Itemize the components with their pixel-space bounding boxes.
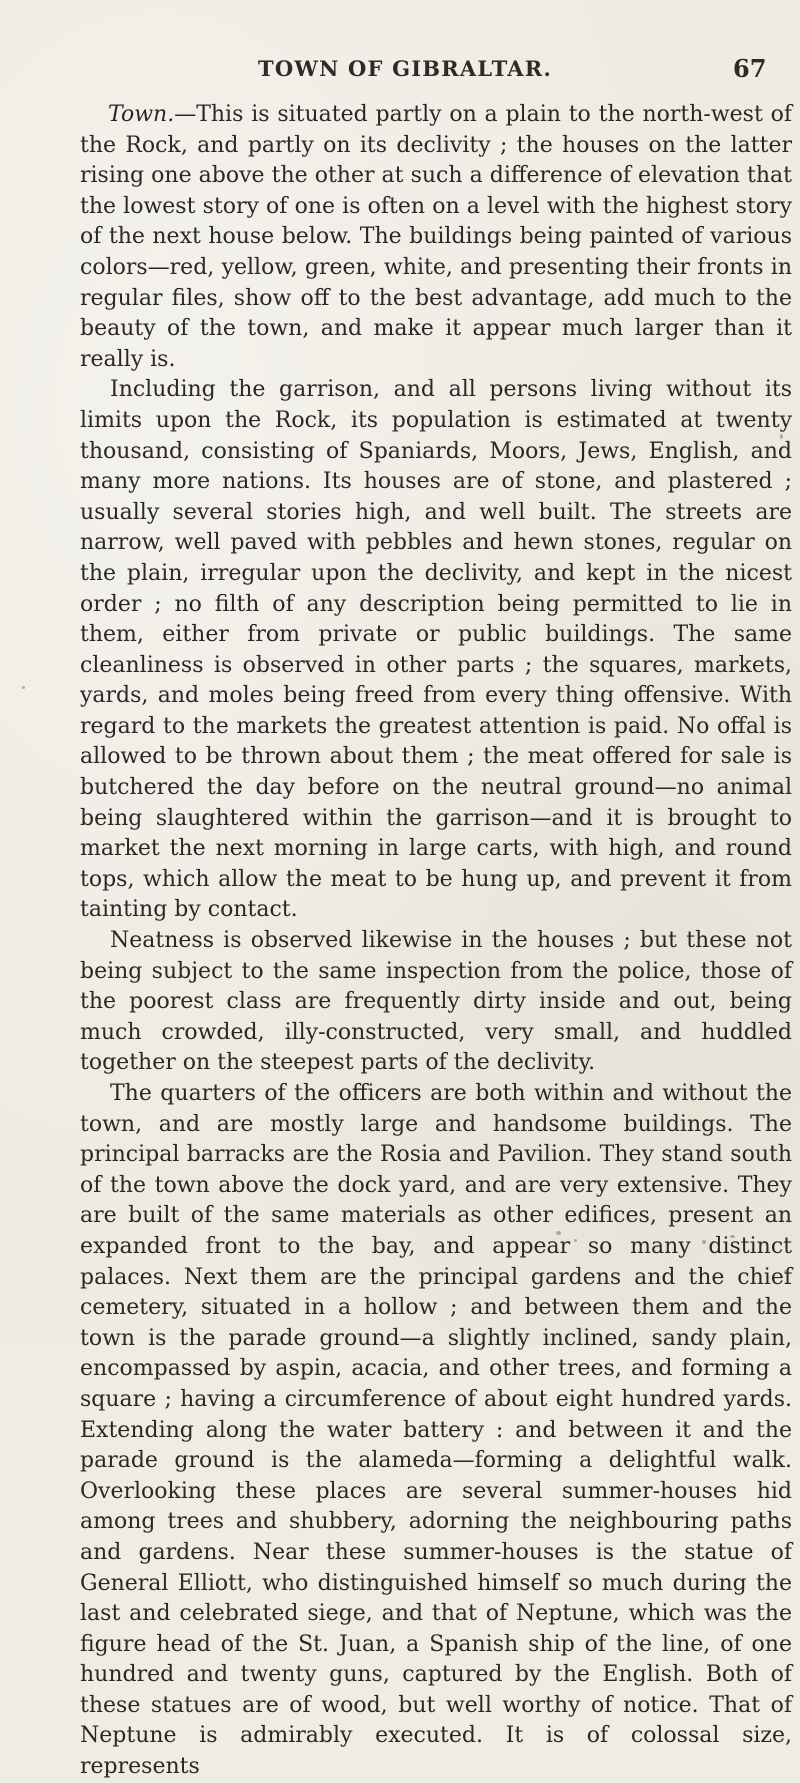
page-header bbox=[0, 56, 800, 86]
page-number: 67 bbox=[733, 54, 767, 83]
paper-speck bbox=[574, 1239, 577, 1242]
paper-speck bbox=[780, 434, 783, 439]
paper-speck bbox=[730, 1235, 735, 1238]
paragraph: The quarters of the officers are both within and without the town, and are mostly large and handsome buildings. The principal barracks are the Rosia and Pavilion. They stand south of the town above the dock yard, and are very extensive. They are built of the same materials as other edifices, present an expanded front to the bay, and appear so many distinct palaces. Next them are the principal gardens and the chief cemetery, situated in a hollow ; and between them and the town is the parade ground—a slightly inclined, sandy plain, encompassed by aspin, acacia, and other trees, and forming a square ; having a circumference of about eight hundred yards. Extending along the water battery : and between it and the parade ground is the alameda—forming a delightful walk. Overlooking these places are several summer-houses hid among trees and shubbery, adorning the neighbouring paths and gardens. Near these summer-houses is the statue of General Elliott, who distinguished himself so much during the last and celebrated siege, and that of Neptune, which was the figure head of the St. Juan, a Spanish ship of the line, of one hundred and twenty guns, captured by the English. Both of these statues are of wood, but well worthy of notice. That of Neptune is admirably executed. It is of colossal size, represents bbox=[80, 1081, 792, 1780]
paragraph-text: —This is situated partly on a plain to the north-west of the Rock, and partly on its declivity ; the houses on the latter rising one above the other at such a difference of elevation that the lowest story of one is often on a level with the highest story of the next house below. The buildings being painted of various colors—red, yellow, green, white, and presenting their fronts in regular files, show off to the best advantage, add much to the beauty of the town, and make it appear much larger than it really is. bbox=[80, 102, 792, 372]
body-text bbox=[80, 100, 792, 1783]
paragraph bbox=[80, 100, 792, 375]
paper-speck bbox=[702, 1240, 706, 1244]
paragraph-lead-word: Town. bbox=[108, 102, 175, 127]
paragraph: Neatness is observed likewise in the houses ; but these not being subject to the same inspection from the police, those of the poorest class are frequently dirty inside and out, being much crowded, illy-constructed, very small, and huddled together on the steepest parts of the declivity. bbox=[80, 928, 792, 1076]
paper-speck bbox=[784, 1270, 788, 1274]
paper-speck bbox=[22, 686, 25, 689]
paragraph: Including the garrison, and all persons living without its limits upon the Rock, its population is estimated at twenty thousand, consisting of Spaniards, Moors, Jews, English, and many more nations. Its houses are of stone, and plastered ; usually several stories high, and well built. The streets are narrow, well paved with pebbles and hewn stones, regular on the plain, irregular upon the declivity, and kept in the nicest order ; no filth of any description being permitted to lie in them, either from private or public buildings. The same cleanliness is observed in other parts ; the squares, markets, yards, and moles being freed from every thing offensive. With regard to the markets the greatest attention is paid. No offal is allowed to be thrown about them ; the meat offered for sale is butchered the day before on the neutral ground—no animal being slaughtered within the garrison—and it is brought to market the next morning in large carts, with high, and round tops, which allow the meat to be hung up, and prevent it from tainting by contact. bbox=[80, 377, 792, 923]
paper-speck bbox=[556, 1231, 561, 1235]
running-head: TOWN OF GIBRALTAR. bbox=[258, 56, 552, 81]
